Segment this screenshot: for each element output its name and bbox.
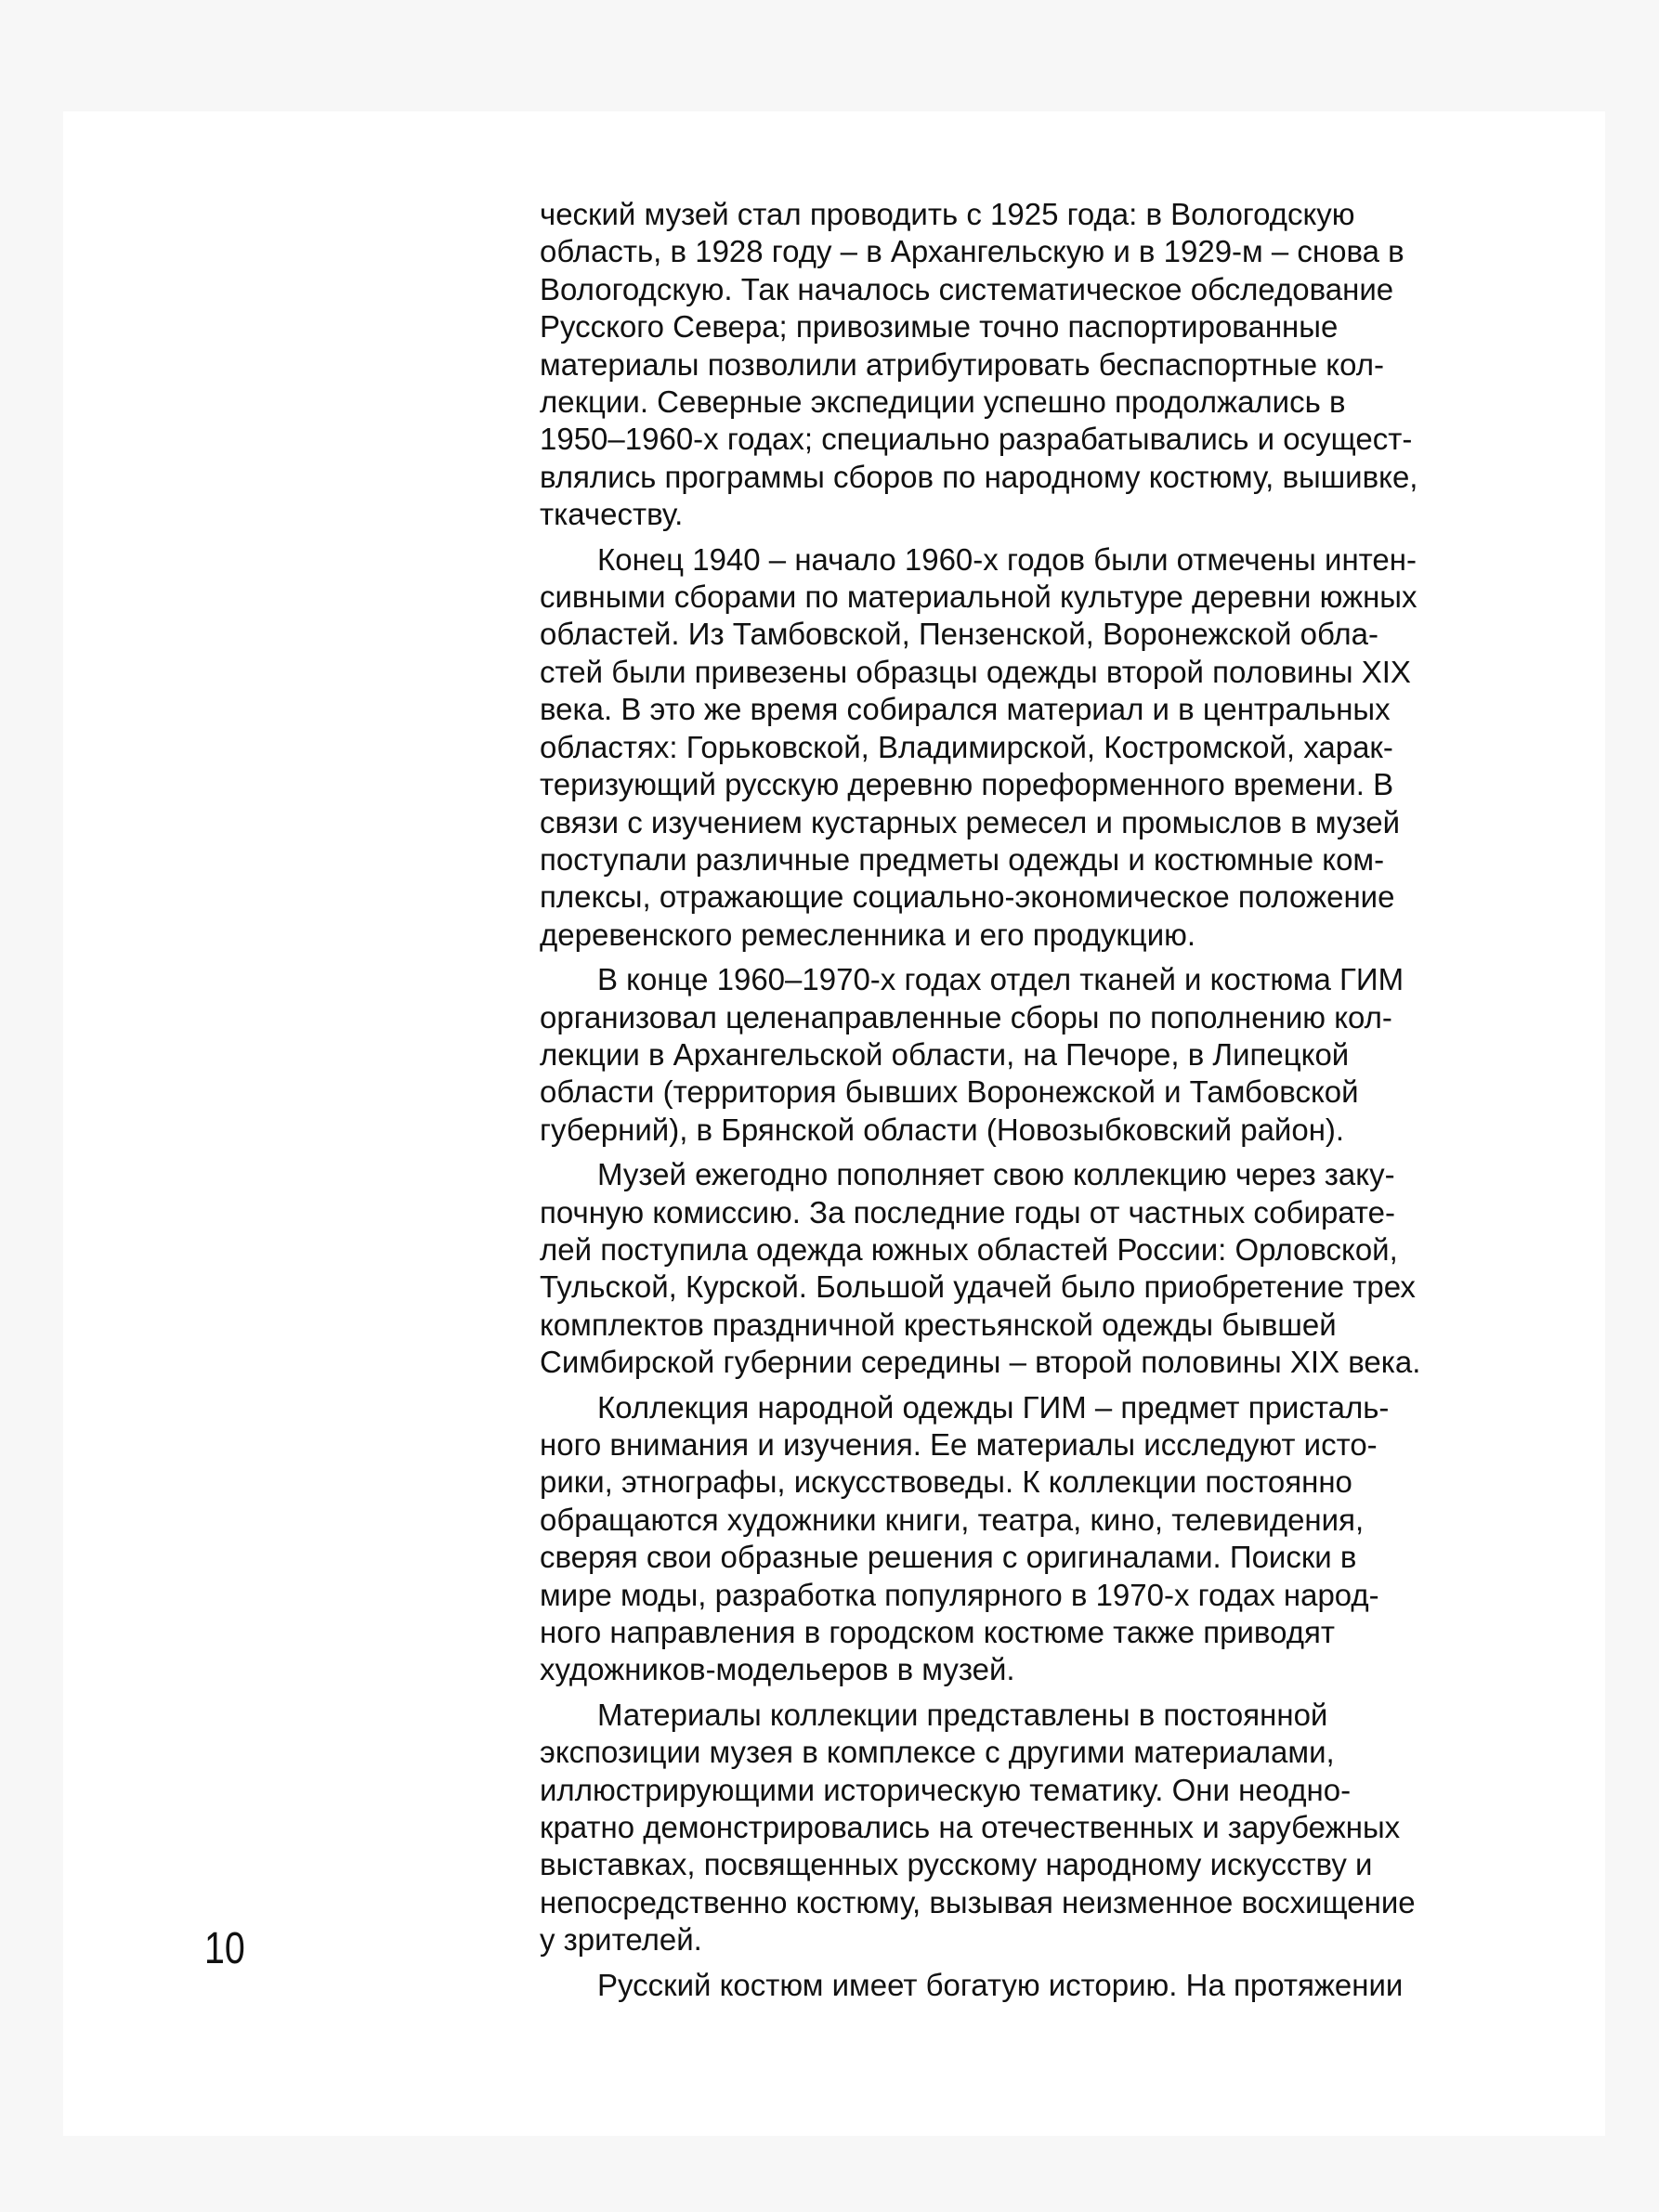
text-line: поступали различные предметы одежды и костюмные ком- — [540, 841, 1385, 877]
text-line: теризующий русскую деревню пореформенного времени. В — [540, 767, 1394, 802]
text-line: Вологодскую. Так началось систематическое обследование — [540, 271, 1394, 306]
text-line: экспозиции музея в комплексе с другими материалами, — [540, 1735, 1335, 1770]
text-line: века. В это же время собирался материал и в центральных — [540, 692, 1391, 727]
text-line: выставках, посвященных русскому народному искусству и — [540, 1847, 1373, 1882]
paragraph — [540, 1389, 1469, 1689]
text-line: области (территория бывших Воронежской и Тамбовской — [540, 1074, 1359, 1110]
text-line: Материалы коллекции представлены в постоянной — [597, 1697, 1328, 1732]
text-line: стей были привезены образцы одежды второй половины XIX — [540, 654, 1411, 689]
body-text-column — [540, 196, 1469, 2004]
text-line: областях: Горьковской, Владимирской, Костромской, харак- — [540, 729, 1393, 764]
text-line: кратно демонстрировались на отечественных и зарубежных — [540, 1810, 1401, 1845]
text-line: В конце 1960–1970-х годах отдел тканей и костюма ГИМ — [597, 962, 1404, 997]
text-line: сивными сборами по материальной культуре деревни южных — [540, 579, 1417, 615]
text-line: сверяя свои образные решения с оригиналами. Поиски в — [540, 1540, 1357, 1575]
text-line: лей поступила одежда южных областей России: Орловской, — [540, 1231, 1398, 1267]
text-line: обращаются художники книги, театра, кино, телевидения, — [540, 1502, 1365, 1537]
text-line: лекции. Северные экспедиции успешно продолжались в — [540, 384, 1346, 420]
text-line: Музей ежегодно пополняет свою коллекцию через заку- — [597, 1157, 1395, 1192]
text-line: областей. Из Тамбовской, Пензенской, Воронежской обла- — [540, 617, 1379, 652]
text-line: материалы позволили атрибутировать беспаспортные кол- — [540, 346, 1384, 382]
text-line: иллюстрирующими историческую тематику. Они неодно- — [540, 1772, 1352, 1807]
text-line: Симбирской губернии середины – второй половины XIX века. — [540, 1345, 1421, 1380]
text-line: влялись программы сборов по народному костюму, вышивке, — [540, 459, 1418, 494]
text-line: плексы, отражающие социально-экономическое положение — [540, 879, 1395, 915]
paragraph — [540, 1697, 1469, 1959]
text-line: ного внимания и изучения. Ее материалы исследуют исто- — [540, 1427, 1378, 1462]
text-line: область, в 1928 году – в Архангельскую и в 1929-м – снова в — [540, 234, 1404, 269]
paragraph — [540, 961, 1469, 1149]
text-line: комплектов праздничной крестьянской одежды бывшей — [540, 1307, 1337, 1342]
text-line: деревенского ремесленника и его продукцию. — [540, 917, 1196, 952]
text-line: ткачеству. — [540, 497, 684, 532]
text-line: Русский костюм имеет богатую историю. На протяжении — [597, 1967, 1404, 2002]
text-line: ного направления в городском костюме также приводят — [540, 1615, 1335, 1650]
text-line: связи с изучением кустарных ремесел и промыслов в музей — [540, 804, 1401, 839]
text-line: лекции в Архангельской области, на Печоре, в Липецкой — [540, 1036, 1350, 1072]
text-line: у зрителей. — [540, 1922, 702, 1958]
text-line: Русского Севера; привозимые точно паспортированные — [540, 309, 1339, 345]
text-line: почную комиссию. За последние годы от частных собирате- — [540, 1194, 1396, 1230]
paragraph — [540, 196, 1469, 534]
paragraph — [540, 1967, 1469, 2004]
text-line: губерний), в Брянской области (Новозыбковский район). — [540, 1112, 1345, 1147]
text-line: Коллекция народной одежды ГИМ – предмет присталь- — [597, 1389, 1390, 1425]
text-line: мире моды, разработка популярного в 1970-х годах народ- — [540, 1577, 1379, 1612]
paragraph — [540, 541, 1469, 954]
page-number: 10 — [204, 1924, 245, 1973]
text-line: рики, этнографы, искусствоведы. К коллекции постоянно — [540, 1464, 1352, 1500]
text-line: Тульской, Курской. Большой удачей было приобретение трех — [540, 1269, 1416, 1305]
paragraph — [540, 1156, 1469, 1381]
text-line: организовал целенаправленные сборы по пополнению кол- — [540, 999, 1392, 1034]
text-line: ческий музей стал проводить с 1925 года: в Вологодскую — [540, 197, 1355, 231]
text-line: художников-модельеров в музей. — [540, 1652, 1015, 1687]
text-line: непосредственно костюму, вызывая неизменное восхищение — [540, 1884, 1416, 1919]
text-line: 1950–1960-х годах; специально разрабатывались и осущест- — [540, 422, 1413, 457]
text-line: Конец 1940 – начало 1960-х годов были отмечены интен- — [597, 541, 1417, 577]
